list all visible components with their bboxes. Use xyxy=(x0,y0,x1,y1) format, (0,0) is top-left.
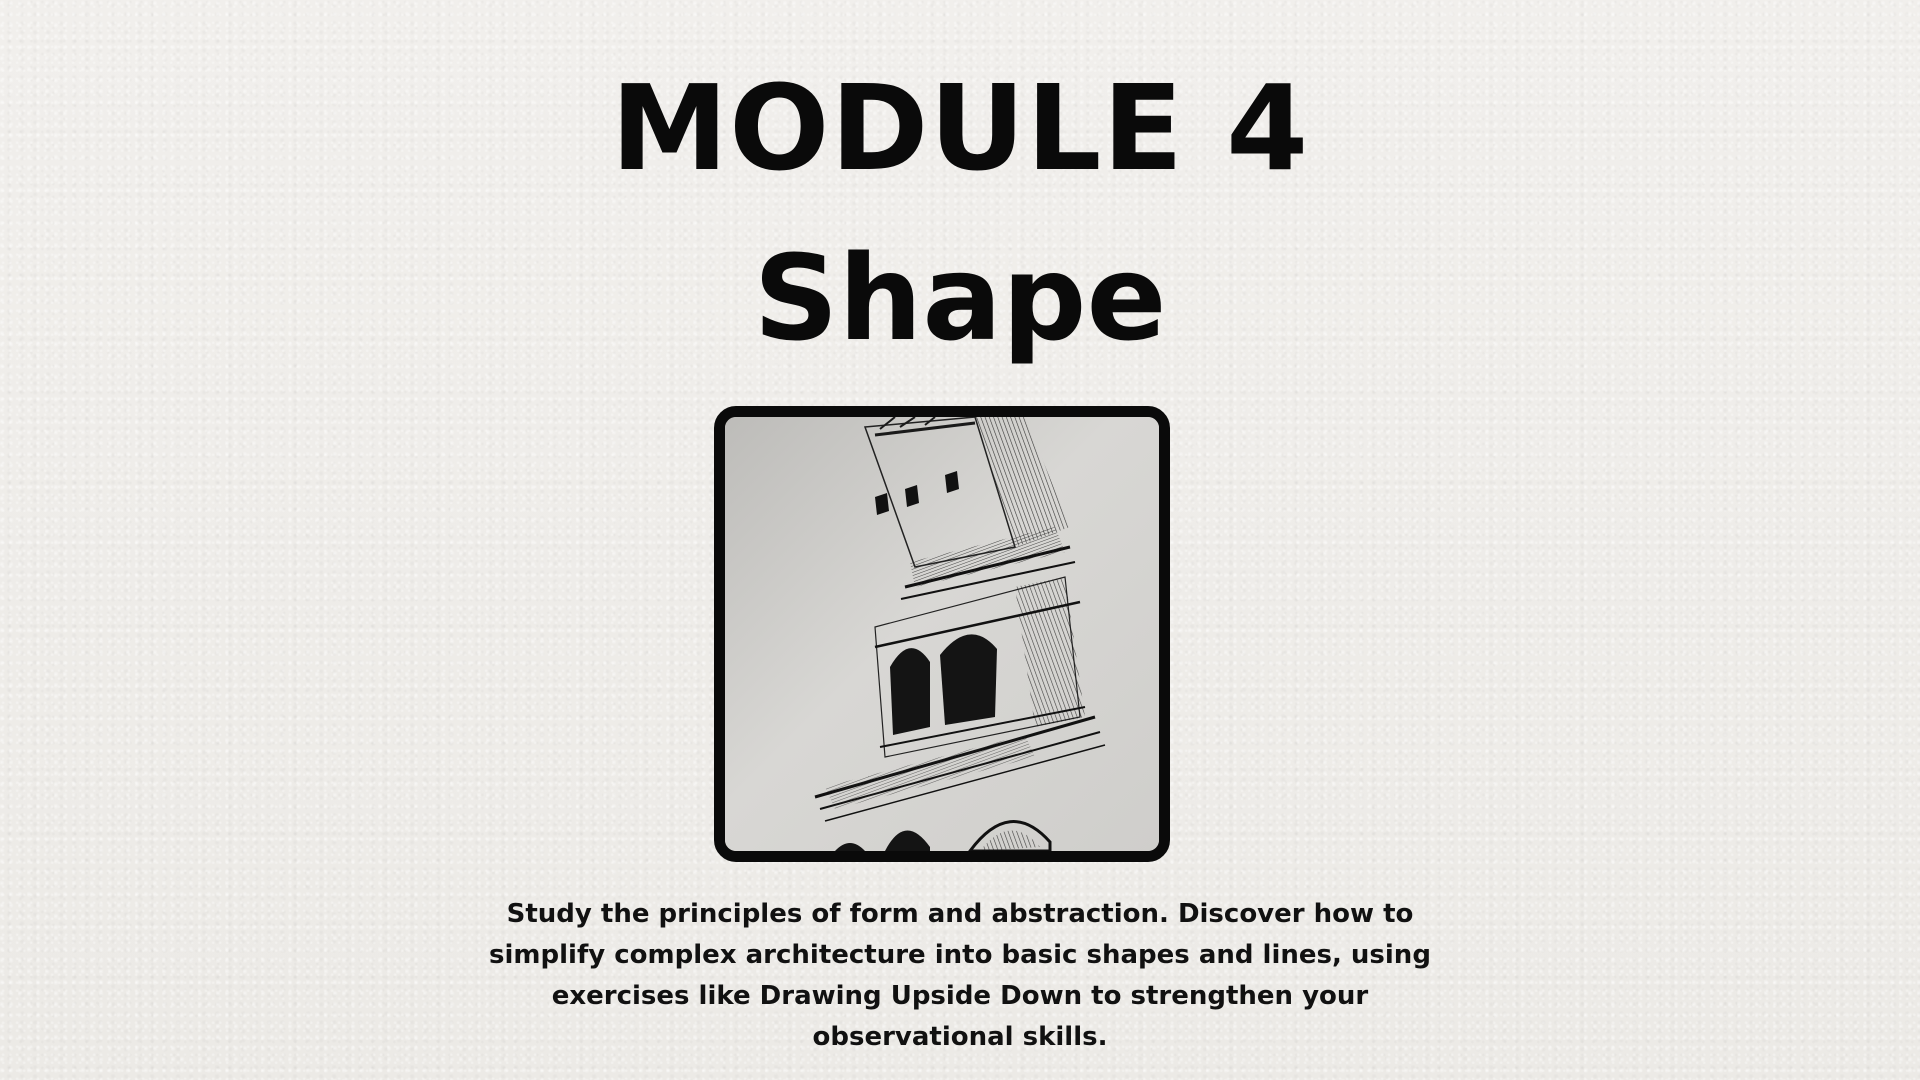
sketch-image-frame xyxy=(714,406,1170,862)
module-subtitle: Shape xyxy=(753,229,1167,367)
tower-sketch-image xyxy=(725,417,1159,851)
module-title: MODULE 4 xyxy=(610,59,1310,197)
module-description: Study the principles of form and abstraction. Discover how to simplify complex architecture into basic shapes and lines, using exercises like Drawing Upside Down to strengthen your observational skills. xyxy=(489,899,1431,1052)
